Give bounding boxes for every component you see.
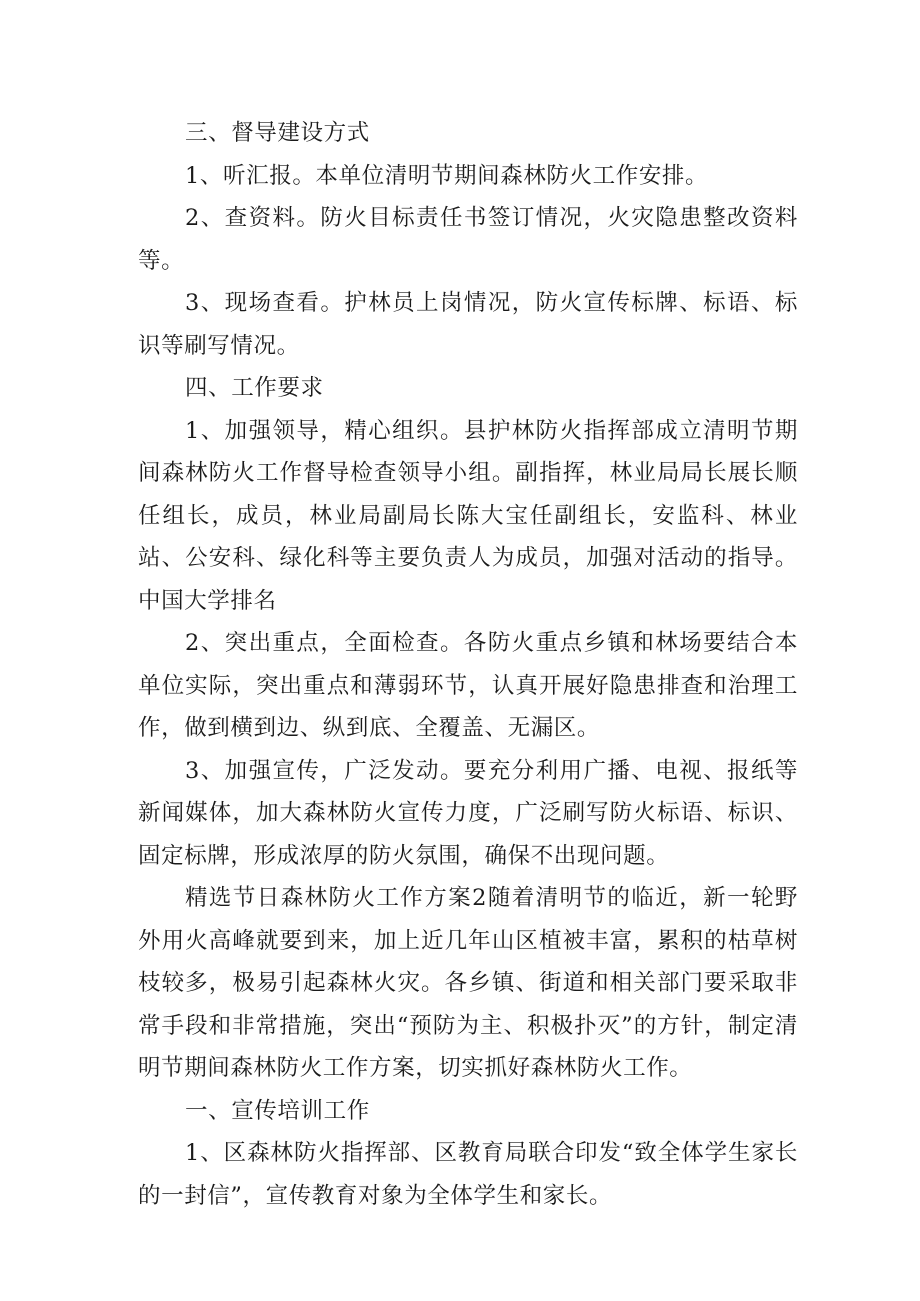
paragraph-strengthen-publicity: 3、加强宣传，广泛发动。要充分利用广播、电视、报纸等新闻媒体，加大森林防火宣传力度，广泛刷写防火标语、标识、固定标牌，形成浓厚的防火氛围，确保不出现问题。 xyxy=(138,757,798,869)
paragraph-listen-report: 1、听汇报。本单位清明节期间森林防火工作安排。 xyxy=(185,162,709,189)
paragraph-letter-to-parents: 1、区森林防火指挥部、区教育局联合印发“致全体学生家长的一封信”，宣传教育对象为全体学生和家长。 xyxy=(138,1140,798,1209)
section-heading-work-requirements: 四、工作要求 xyxy=(185,375,324,401)
document-body xyxy=(138,112,798,1217)
paragraph-highlight-key-points: 2、突出重点，全面检查。各防火重点乡镇和林场要结合本单位实际，突出重点和薄弱环节，认真开展好隐患排查和治理工作，做到横到边、纵到底、全覆盖、无漏区。 xyxy=(138,630,798,741)
section-heading-supervision-method: 三、督导建设方式 xyxy=(185,120,370,146)
section-heading-publicity-training: 一、宣传培训工作 xyxy=(185,1097,370,1124)
paragraph-plan-two-intro: 精选节日森林防火工作方案2随着清明节的临近，新一轮野外用火高峰就要到来，加上近几年山区植被丰富，累积的枯草树枝较多，极易引起森林火灾。各乡镇、街道和相关部门要采取非常手段和非常措施，突出“预防为主、积极扑灭”的方针，制定清明节期间森林防火工作方案，切实抓好森林防火工作。 xyxy=(138,885,798,1081)
paragraph-check-materials: 2、查资料。防火目标责任书签订情况，火灾隐患整改资料等。 xyxy=(138,205,798,274)
paragraph-strengthen-leadership: 1、加强领导，精心组织。县护林防火指挥部成立清明节期间森林防火工作督导检查领导小组。副指挥，林业局局长展长顺任组长，成员，林业局副局长陈大宝任副组长，安监科、林业站、公安科、绿化科等主要负责人为成员，加强对活动的指导。中国大学排名 xyxy=(138,417,798,614)
paragraph-site-inspection: 3、现场查看。护林员上岗情况，防火宣传标牌、标语、标识等刷写情况。 xyxy=(138,290,798,359)
